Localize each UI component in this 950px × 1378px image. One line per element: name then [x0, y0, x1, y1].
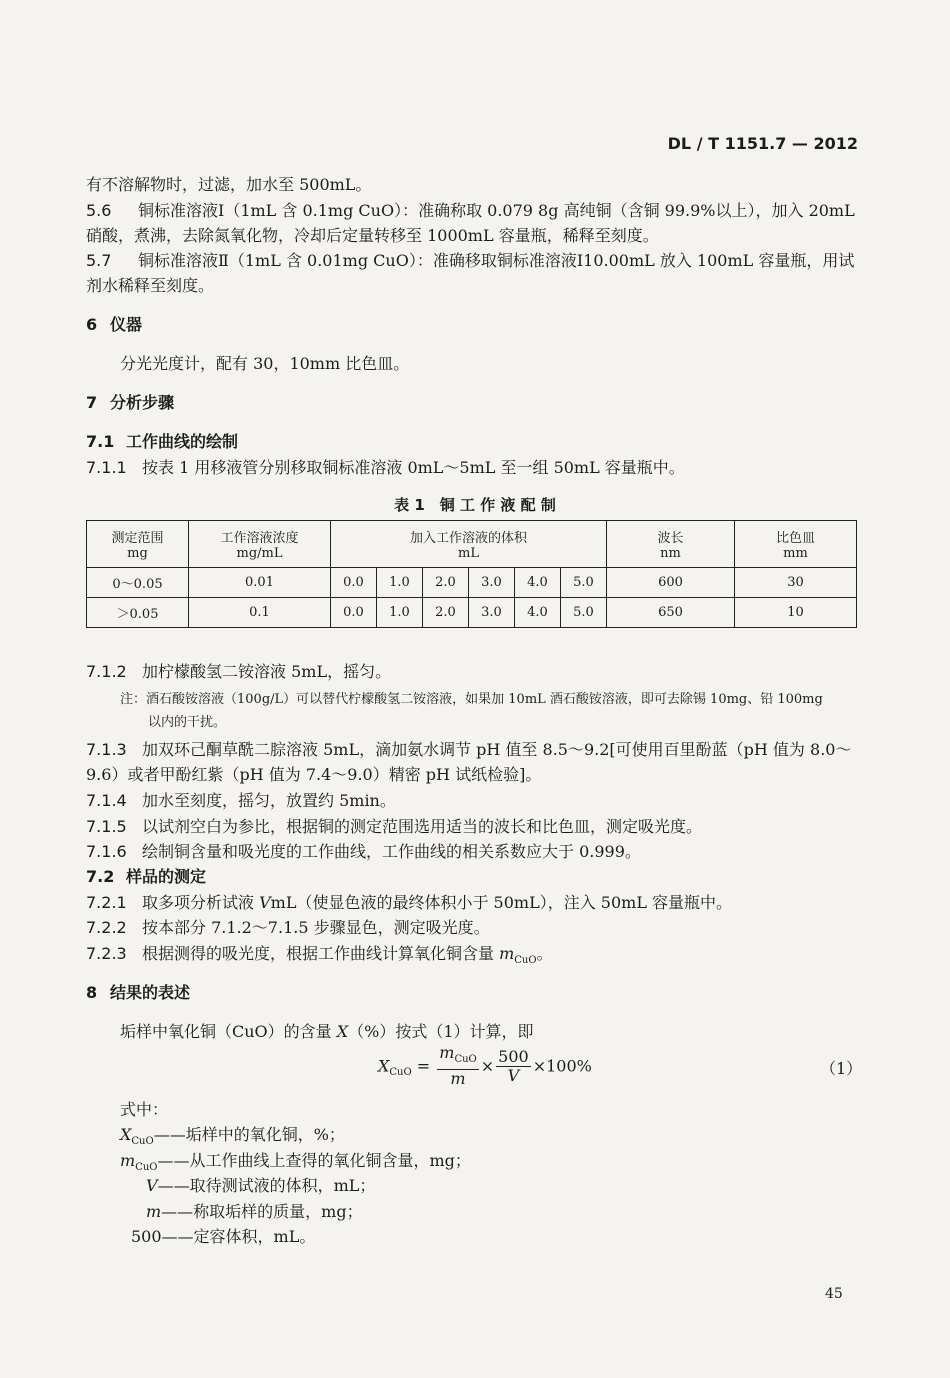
clause-text: 加水至刻度，摇匀，放置约 5min。	[142, 791, 396, 810]
cell-cuvette: 30	[735, 568, 857, 598]
cell-vol: 1.0	[377, 568, 423, 598]
variable: m	[499, 944, 515, 963]
clause-7-1-1	[86, 455, 685, 478]
section-number: 8	[86, 983, 98, 1002]
clause-text: 铜标准溶液Ⅱ（1mL 含 0.01mg CuO）：准确移取铜标准溶液Ⅰ10.00mL 放入 100mL 容量瓶，用试	[138, 251, 855, 270]
clause-text: 加双环己酮草酰二腙溶液 5mL，滴加氨水调节 pH 值至 8.5～9.2[可使用百里酚蓝（pH 值为 8.0～	[142, 740, 852, 759]
clause-text: 绘制铜含量和吸光度的工作曲线，工作曲线的相关系数应大于 0.999。	[142, 842, 641, 861]
definition-row: V——取待测试液的体积，mL；	[146, 1176, 376, 1195]
section-7-1-heading	[86, 429, 238, 452]
definition-row: $m_{CuO}——$从工作曲线上查得的氧化铜含量，mg；	[120, 1151, 471, 1174]
cell-vol: 5.0	[561, 598, 607, 628]
header-volume: 加入工作溶液的体积 mL	[331, 521, 607, 568]
copper-working-solution-table	[86, 520, 857, 628]
cell-wave: 600	[607, 568, 735, 598]
clause-number: 7.2.1	[86, 893, 127, 912]
clause-7-1-5	[86, 814, 702, 837]
table-row	[87, 568, 857, 598]
cell-vol: 0.0	[331, 598, 377, 628]
cell-vol: 2.0	[423, 568, 469, 598]
section-title: 分析步骤	[110, 393, 175, 412]
formula-label: （1）	[820, 1059, 863, 1078]
clause-7-1-2	[86, 659, 391, 682]
clause-text: 按表 1 用移液管分别移取铜标准溶液 0mL～5mL 至一组 50mL 容量瓶中。	[142, 458, 685, 477]
cell-vol: 5.0	[561, 568, 607, 598]
formula-lhs-sub: CuO	[389, 1066, 412, 1078]
cell-range: 0～0.05	[87, 568, 189, 598]
clause-text: 以试剂空白为参比，根据铜的测定范围选用适当的波长和比色皿，测定吸光度。	[142, 817, 703, 836]
clause-7-1-3-line2: 9.6）或者甲酚红紫（pH 值为 7.4～9.0）精密 pH 试纸检验]。	[86, 765, 542, 784]
times-sign: ×	[480, 1056, 495, 1076]
cell-vol: 4.0	[515, 598, 561, 628]
definition-row: 500——定容体积，mL。	[131, 1227, 316, 1246]
section-number: 6	[86, 315, 98, 334]
section-6-heading	[86, 312, 142, 335]
clause-7-1-3	[86, 737, 851, 760]
clause-text: 根据测得的吸光度，根据工作曲线计算氧化铜含量	[142, 944, 500, 963]
clause-text: 取多项分析试液	[142, 893, 260, 912]
note-line1: 注：酒石酸铵溶液（100g/L）可以替代柠檬酸氢二铵溶液，如果加 10mL 酒石酸铵溶液，即可去除锡 10mg、铅 100mg	[120, 692, 823, 707]
variable-subscript: CuO	[514, 955, 537, 967]
table-caption: 表 1 铜 工 作 液 配 制	[394, 496, 556, 514]
clause-text: 铜标准溶液Ⅰ（1mL 含 0.1mg CuO）：准确称取 0.079 8g 高纯铜（含铜 99.9%以上），加入 20mL	[138, 201, 855, 220]
clause-7-2-1	[86, 890, 732, 913]
table-header-row	[87, 521, 857, 568]
formula-lhs: X	[378, 1056, 390, 1076]
cell-conc: 0.01	[189, 568, 331, 598]
clause-5-6-line2: 硝酸，煮沸，去除氮氧化物，冷却后定量转移至 1000mL 容量瓶，稀释至刻度。	[86, 226, 659, 245]
clause-number: 5.6	[86, 201, 112, 220]
clause-number: 5.7	[86, 251, 112, 270]
section-number: 7.1	[86, 432, 115, 451]
section-title: 工作曲线的绘制	[126, 432, 239, 451]
variable: X	[336, 1022, 349, 1041]
note-line2: 以内的干扰。	[148, 715, 227, 730]
fraction-volume: $\frac{500}{V}$	[498, 1046, 529, 1085]
clause-text: mL（使显色液的最终体积小于 50mL），注入 50mL 容量瓶中。	[270, 893, 733, 912]
clause-text: 按本部分 7.1.2～7.1.5 步骤显色，测定吸光度。	[142, 918, 490, 937]
section-title: 结果的表述	[110, 983, 191, 1002]
section-7-heading	[86, 390, 174, 413]
clause-5-6	[86, 198, 855, 221]
section-8-text: 垢样中氧化铜（CuO）的含量 X（%）按式（1）计算，即	[120, 1022, 534, 1041]
cell-cuvette: 10	[735, 598, 857, 628]
definition-row: $X_{CuO}——$垢样中的氧化铜，%；	[120, 1125, 345, 1148]
cell-vol: 3.0	[469, 598, 515, 628]
section-7-2-heading	[86, 864, 206, 887]
section-number: 7.2	[86, 867, 115, 886]
clause-number: 7.1.1	[86, 458, 127, 477]
clause-7-2-2	[86, 915, 490, 938]
header-cuvette: 比色皿 mm	[735, 521, 857, 568]
cell-conc: 0.1	[189, 598, 331, 628]
clause-number: 7.2.3	[86, 944, 127, 963]
table-row	[87, 598, 857, 628]
clause-number: 7.1.5	[86, 817, 127, 836]
header-concentration: 工作溶液浓度 mg/mL	[189, 521, 331, 568]
clause-5-7	[86, 248, 854, 271]
cell-wave: 650	[607, 598, 735, 628]
definition-row: m——称取垢样的质量，mg；	[146, 1202, 363, 1221]
section-title: 仪器	[110, 315, 143, 334]
clause-text: 。	[536, 944, 553, 963]
clause-text: 加柠檬酸氢二铵溶液 5mL，摇匀。	[142, 662, 392, 681]
variable: V	[259, 893, 271, 912]
clause-7-1-6	[86, 839, 641, 862]
clause-number: 7.1.2	[86, 662, 127, 681]
cell-vol: 4.0	[515, 568, 561, 598]
clause-number: 7.1.4	[86, 791, 127, 810]
formula-tail: ×100%	[532, 1056, 592, 1076]
where-label: 式中：	[120, 1100, 169, 1119]
clause-number: 7.2.2	[86, 918, 127, 937]
header-range: 测定范围 mg	[87, 521, 189, 568]
clause-number: 7.1.6	[86, 842, 127, 861]
section-number: 7	[86, 393, 98, 412]
clause-7-2-3	[86, 941, 553, 966]
paragraph-continuation: 有不溶解物时，过滤，加水至 500mL。	[86, 175, 372, 194]
formula-1	[378, 1044, 592, 1088]
cell-range: ＞0.05	[87, 598, 189, 628]
header-wavelength: 波长 nm	[607, 521, 735, 568]
clause-5-7-line2: 剂水稀释至刻度。	[86, 276, 215, 295]
fraction-mass: $\frac{m_{CuO}}{m}$	[439, 1043, 477, 1089]
doc-id: DL / T 1151.7 — 2012	[667, 134, 858, 153]
clause-number: 7.1.3	[86, 740, 127, 759]
section-8-heading	[86, 980, 190, 1003]
section-title: 样品的测定	[126, 867, 207, 886]
clause-7-1-4	[86, 788, 396, 811]
cell-vol: 2.0	[423, 598, 469, 628]
cell-vol: 3.0	[469, 568, 515, 598]
cell-vol: 1.0	[377, 598, 423, 628]
section-6-text: 分光光度计，配有 30，10mm 比色皿。	[120, 354, 410, 373]
page-number: 45	[825, 1286, 843, 1302]
equals-sign: =	[416, 1056, 431, 1076]
cell-vol: 0.0	[331, 568, 377, 598]
